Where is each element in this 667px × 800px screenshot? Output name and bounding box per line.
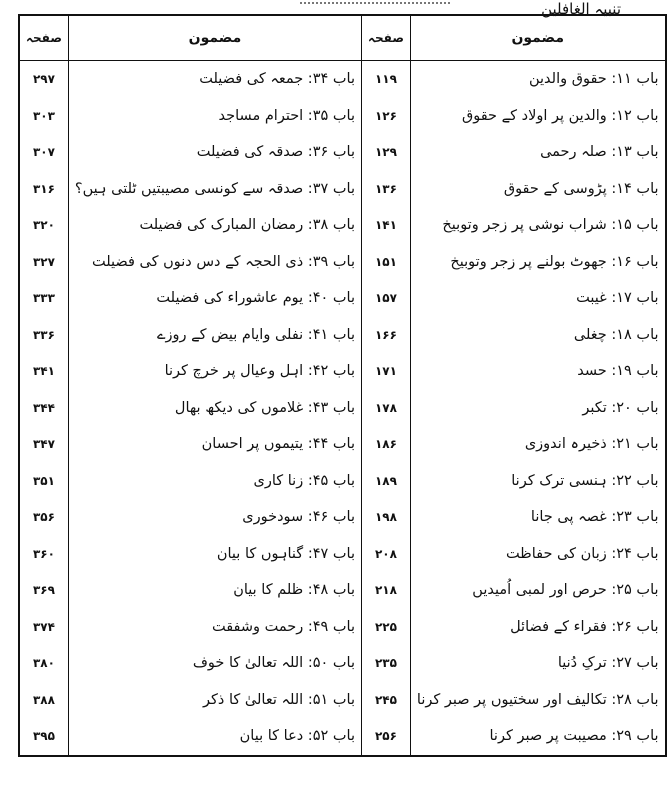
left-chapter-title: باب ۴۸: ظلم کا بیان — [68, 572, 361, 609]
right-chapter-title: باب ۲۴: زبان کی حفاظت — [410, 536, 665, 573]
right-page-number: ۱۲۹ — [362, 134, 411, 171]
right-chapter-title: باب ۱۸: چغلی — [410, 317, 665, 354]
right-page-number: ۱۴۱ — [362, 207, 411, 244]
right-chapter-title: باب ۱۹: حسد — [410, 353, 665, 390]
right-page-number: ۲۲۵ — [362, 609, 411, 646]
right-page-number: ۲۱۸ — [362, 572, 411, 609]
left-page-number: ۳۶۹ — [19, 572, 68, 609]
left-chapter-title: باب ۳۹: ذی الحجہ کے دس دنوں کی فضیلت — [68, 244, 361, 281]
left-page-number: ۲۹۷ — [19, 61, 68, 98]
right-chapter-title: باب ۱۱: حقوق والدین — [410, 61, 665, 98]
right-page-number: ۱۸۶ — [362, 426, 411, 463]
right-chapter-title: باب ۱۴: پڑوسی کے حقوق — [410, 171, 665, 208]
left-chapter-title: باب ۴۵: زنا کاری — [68, 463, 361, 500]
left-page-header: صفحہ — [19, 15, 68, 61]
left-chapter-title: باب ۳۵: احترام مساجد — [68, 98, 361, 135]
right-chapter-title: باب ۱۷: غیبت — [410, 280, 665, 317]
header-ornament — [300, 2, 450, 10]
table-row — [19, 426, 666, 463]
table-row — [19, 134, 666, 171]
right-chapter-title: باب ۱۵: شراب نوشی پر زجر وتوبیخ — [410, 207, 665, 244]
left-chapter-title: باب ۴۲: اہل وعیال پر خرچ کرنا — [68, 353, 361, 390]
left-page-number: ۳۳۶ — [19, 317, 68, 354]
table-row — [19, 499, 666, 536]
left-chapter-title: باب ۳۴: جمعہ کی فضیلت — [68, 61, 361, 98]
left-page-number: ۳۲۰ — [19, 207, 68, 244]
right-page-number: ۲۴۵ — [362, 682, 411, 719]
table-row — [19, 572, 666, 609]
right-chapter-title: باب ۲۲: ہنسی ترک کرنا — [410, 463, 665, 500]
running-head: تنبیہ الغافلین — [541, 0, 621, 18]
right-chapter-title: باب ۲۷: ترکِ دُنیا — [410, 645, 665, 682]
right-chapter-title: باب ۲۵: حرص اور لمبی اُمیدیں — [410, 572, 665, 609]
right-chapter-title: باب ۲۹: مصیبت پر صبر کرنا — [410, 718, 665, 756]
left-page-number: ۳۲۷ — [19, 244, 68, 281]
left-page-number: ۳۰۷ — [19, 134, 68, 171]
right-chapter-title: باب ۲۳: غصہ پی جانا — [410, 499, 665, 536]
right-page-number: ۱۵۱ — [362, 244, 411, 281]
left-page-number: ۳۶۰ — [19, 536, 68, 573]
left-chapter-title: باب ۴۴: یتیموں پر احسان — [68, 426, 361, 463]
right-page-number: ۱۱۹ — [362, 61, 411, 98]
right-page-number: ۱۶۶ — [362, 317, 411, 354]
right-chapter-title: باب ۲۰: تکبر — [410, 390, 665, 427]
left-chapter-title: باب ۵۱: اللہ تعالیٰ کا ذکر — [68, 682, 361, 719]
left-chapter-title: باب ۴۹: رحمت وشفقت — [68, 609, 361, 646]
table-row — [19, 61, 666, 98]
table-row — [19, 609, 666, 646]
right-chapter-title: باب ۱۶: جھوٹ بولنے پر زجر وتوبیخ — [410, 244, 665, 281]
left-chapter-title: باب ۴۳: غلاموں کی دیکھ بھال — [68, 390, 361, 427]
left-chapter-title: باب ۳۷: صدقہ سے کونسی مصیبتیں ٹلتی ہیں؟ — [68, 171, 361, 208]
table-row — [19, 645, 666, 682]
left-page-number: ۳۳۳ — [19, 280, 68, 317]
left-page-number: ۳۸۸ — [19, 682, 68, 719]
right-page-number: ۱۲۶ — [362, 98, 411, 135]
right-page-number: ۱۷۱ — [362, 353, 411, 390]
left-chapter-title: باب ۳۸: رمضان المبارک کی فضیلت — [68, 207, 361, 244]
table-row — [19, 317, 666, 354]
left-page-number: ۳۹۵ — [19, 718, 68, 756]
table-row — [19, 171, 666, 208]
table-row — [19, 244, 666, 281]
right-subject-header: مضمون — [410, 15, 665, 61]
table-row — [19, 98, 666, 135]
left-page-number: ۳۴۱ — [19, 353, 68, 390]
right-page-number: ۱۵۷ — [362, 280, 411, 317]
right-page-number: ۱۳۶ — [362, 171, 411, 208]
table-row — [19, 463, 666, 500]
left-chapter-title: باب ۴۶: سودخوری — [68, 499, 361, 536]
table-row — [19, 536, 666, 573]
right-page-header: صفحہ — [362, 15, 411, 61]
right-chapter-title: باب ۲۶: فقراء کے فضائل — [410, 609, 665, 646]
left-page-number: ۳۰۳ — [19, 98, 68, 135]
left-chapter-title: باب ۳۶: صدقہ کی فضیلت — [68, 134, 361, 171]
left-page-number: ۳۷۴ — [19, 609, 68, 646]
table-row — [19, 207, 666, 244]
contents-table — [18, 14, 667, 757]
left-chapter-title: باب ۵۰: اللہ تعالیٰ کا خوف — [68, 645, 361, 682]
right-chapter-title: باب ۱۳: صلہ رحمی — [410, 134, 665, 171]
left-chapter-title: باب ۴۷: گناہوں کا بیان — [68, 536, 361, 573]
right-page-number: ۲۳۵ — [362, 645, 411, 682]
left-chapter-title: باب ۵۲: دعا کا بیان — [68, 718, 361, 756]
table-row — [19, 682, 666, 719]
left-page-number: ۳۴۴ — [19, 390, 68, 427]
left-page-number: ۳۵۶ — [19, 499, 68, 536]
left-subject-header: مضمون — [68, 15, 361, 61]
right-page-number: ۱۹۸ — [362, 499, 411, 536]
left-chapter-title: باب ۴۰: یوم عاشوراء کی فضیلت — [68, 280, 361, 317]
left-chapter-title: باب ۴۱: نفلی وایام بیض کے روزے — [68, 317, 361, 354]
header-row — [19, 15, 666, 61]
left-page-number: ۳۱۶ — [19, 171, 68, 208]
table-row — [19, 280, 666, 317]
table-row — [19, 718, 666, 756]
left-page-number: ۳۵۱ — [19, 463, 68, 500]
left-page-number: ۳۴۷ — [19, 426, 68, 463]
left-page-number: ۳۸۰ — [19, 645, 68, 682]
right-page-number: ۲۵۶ — [362, 718, 411, 756]
right-page-number: ۱۸۹ — [362, 463, 411, 500]
table-row — [19, 390, 666, 427]
right-chapter-title: باب ۲۸: تکالیف اور سختیوں پر صبر کرنا — [410, 682, 665, 719]
right-chapter-title: باب ۱۲: والدین پر اولاد کے حقوق — [410, 98, 665, 135]
right-page-number: ۱۷۸ — [362, 390, 411, 427]
right-page-number: ۲۰۸ — [362, 536, 411, 573]
table-row — [19, 353, 666, 390]
right-chapter-title: باب ۲۱: ذخیرہ اندوزی — [410, 426, 665, 463]
